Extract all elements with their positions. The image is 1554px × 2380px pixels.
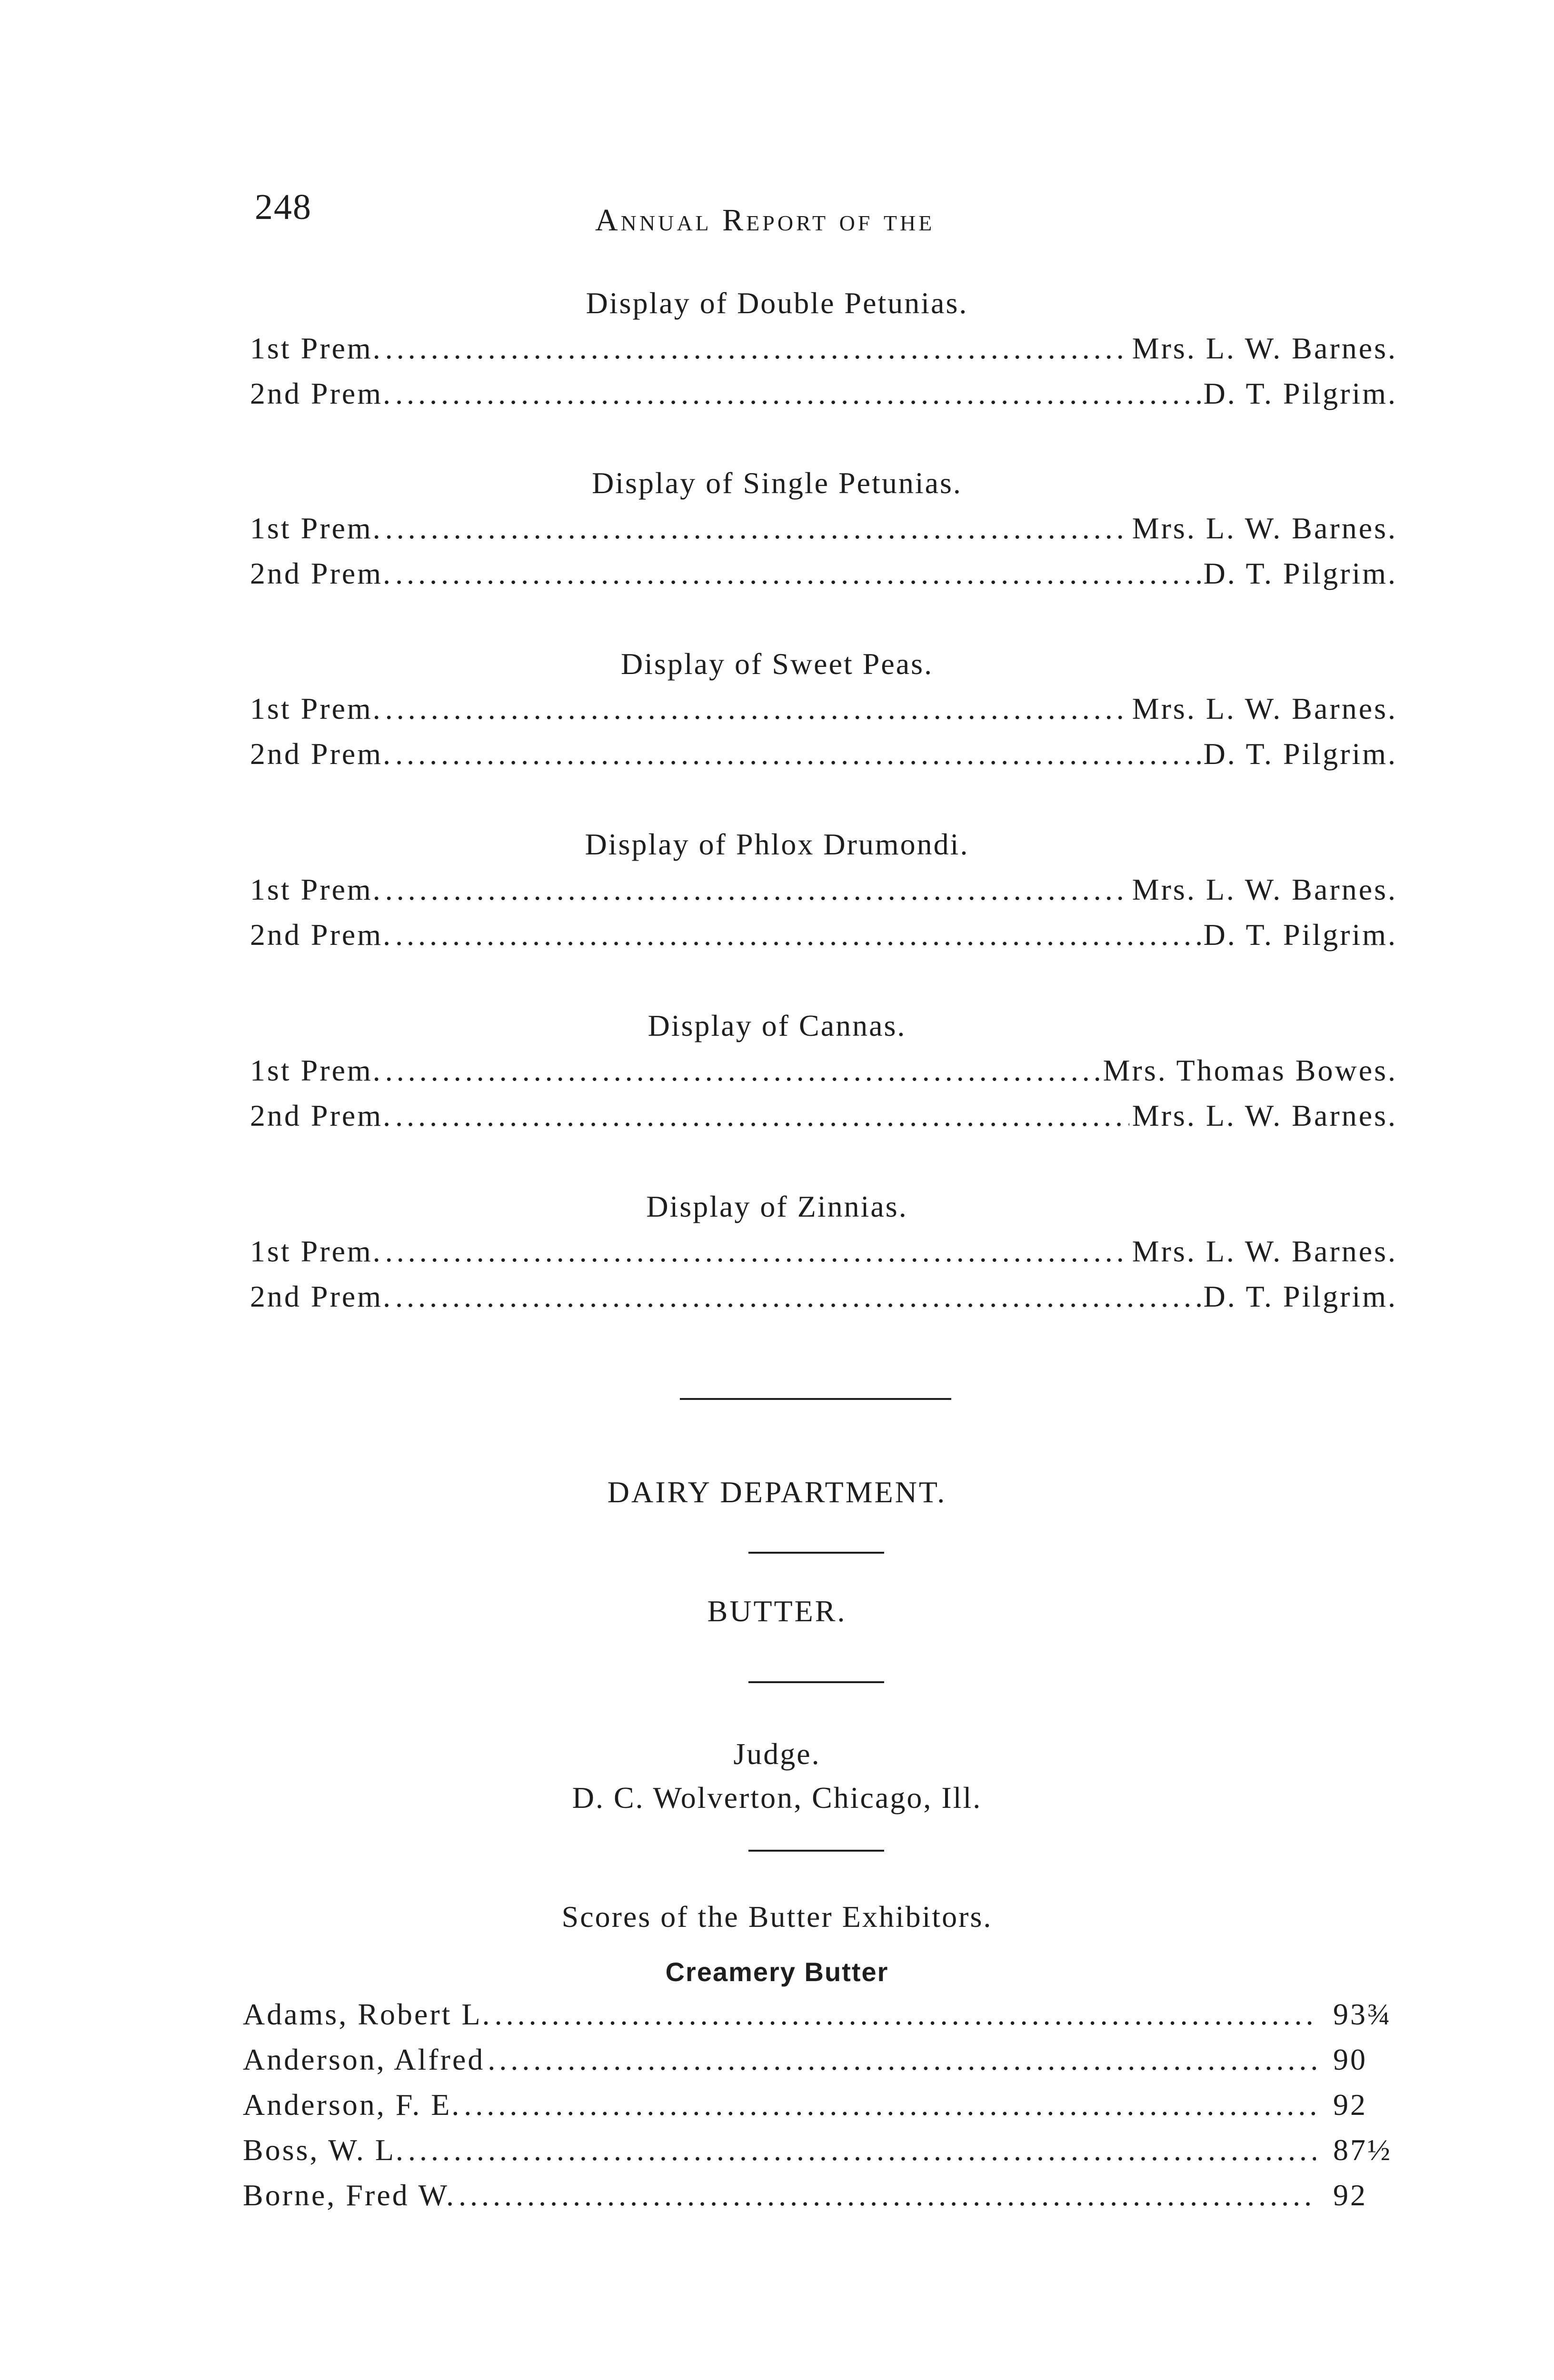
score-row [243,1997,1405,2032]
premium-place: 2nd Prem. [250,377,393,410]
premium-place: 2nd Prem. [250,1279,393,1313]
score-row [243,2178,1405,2213]
scores-title: Scores of the Butter Exhibitors. [561,1900,993,1934]
premium-place: 2nd Prem. [250,918,393,952]
premium-winner: Mrs. L. W. Barnes. [1132,873,1397,906]
dot-leader [385,691,1129,726]
exhibitor-score: 92 [1333,2088,1367,2122]
premium-winner: Mrs. L. W. Barnes. [1132,511,1397,545]
premium-place: 2nd Prem. [250,737,393,771]
section-title: Display of Double Petunias. [586,286,968,320]
dot-leader [495,1997,1316,2032]
premium-row [250,376,1397,411]
exhibitor-score: 90 [1333,2043,1367,2076]
premium-place: 1st Prem. [250,1053,382,1087]
premium-row [250,1053,1397,1088]
judge-label: Judge. [733,1737,821,1771]
premium-winner: D. T. Pilgrim. [1203,918,1397,952]
dot-leader [385,511,1129,546]
premium-place: 2nd Prem. [250,556,393,590]
dot-leader [395,1098,1129,1133]
category-heading: Creamery Butter [665,1957,889,1987]
premium-place: 1st Prem. [250,873,382,906]
premium-row [250,691,1397,726]
section-title: Display of Sweet Peas. [620,647,934,681]
premium-row [250,511,1397,546]
premium-row [250,917,1397,952]
section-divider [680,1398,951,1400]
dot-leader [385,872,1129,907]
premium-row [250,872,1397,907]
exhibitor-name: Adams, Robert L. [243,1997,492,2031]
premium-row [250,1279,1397,1314]
exhibitor-score: 87½ [1333,2133,1392,2167]
dot-leader [385,1234,1129,1269]
premium-winner: Mrs. L. W. Barnes. [1132,1099,1397,1132]
premium-row [250,331,1397,366]
running-head: Annual Report of the [595,203,935,238]
short-rule [748,1850,884,1852]
dot-leader [488,2042,1316,2077]
premium-place: 1st Prem. [250,511,382,545]
premium-winner: Mrs. L. W. Barnes. [1132,331,1397,365]
department-heading: DAIRY DEPARTMENT. [607,1475,947,1509]
exhibitor-score: 93¾ [1333,1997,1392,2031]
premium-row [250,556,1397,591]
dot-leader [464,2087,1316,2122]
premium-winner: D. T. Pilgrim. [1203,556,1397,590]
dot-leader [395,376,1200,411]
judge-name: D. C. Wolverton, Chicago, Ill. [572,1781,982,1815]
dot-leader [395,917,1200,952]
premium-winner: D. T. Pilgrim. [1203,737,1397,771]
butter-heading: BUTTER. [707,1594,847,1628]
premium-place: 1st Prem. [250,692,382,725]
premium-place: 1st Prem. [250,1234,382,1268]
section-title: Display of Single Petunias. [592,466,962,500]
dot-leader [385,331,1129,366]
exhibitor-name: Borne, Fred W. [243,2178,456,2212]
premium-row [250,736,1397,772]
exhibitor-score: 92 [1333,2178,1367,2212]
premium-row [250,1234,1397,1269]
premium-winner: Mrs. L. W. Barnes. [1132,692,1397,725]
short-rule [748,1552,884,1554]
dot-leader [395,556,1200,591]
exhibitor-name: Boss, W. L. [243,2133,405,2167]
dot-leader [395,1279,1200,1314]
dot-leader [408,2132,1316,2168]
section-title: Display of Phlox Drumondi. [585,827,969,861]
premium-winner: Mrs. L. W. Barnes. [1132,1234,1397,1268]
exhibitor-name: Anderson, Alfred [243,2043,485,2076]
score-row [243,2042,1405,2077]
section-title: Display of Zinnias. [646,1190,908,1223]
dot-leader [395,736,1200,772]
page-number: 248 [255,187,312,227]
section-title: Display of Cannas. [648,1009,906,1042]
premium-winner: D. T. Pilgrim. [1203,1279,1397,1313]
premium-winner: D. T. Pilgrim. [1203,377,1397,410]
dot-leader [458,2178,1316,2213]
premium-place: 2nd Prem. [250,1099,393,1132]
exhibitor-name: Anderson, F. E. [243,2088,461,2122]
short-rule [748,1681,884,1683]
premium-winner: Mrs. Thomas Bowes. [1103,1053,1397,1087]
dot-leader [385,1053,1100,1088]
score-row [243,2132,1405,2168]
premium-place: 1st Prem. [250,331,382,365]
premium-row [250,1098,1397,1133]
score-row [243,2087,1405,2122]
